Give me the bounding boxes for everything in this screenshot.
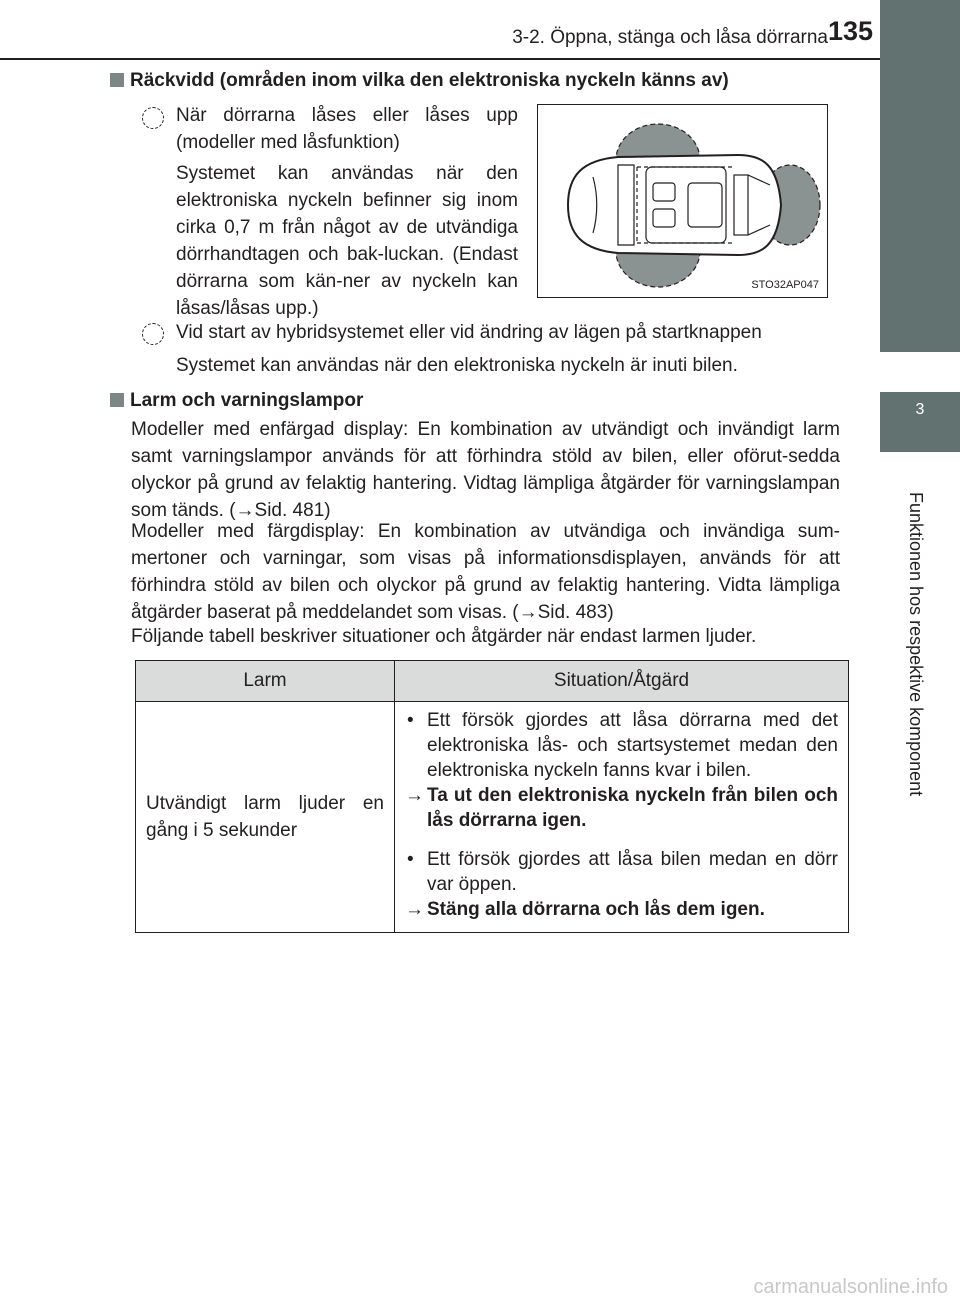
square-bullet-icon: [110, 393, 124, 407]
side-tab-upper: [880, 0, 960, 352]
item1-body: Systemet kan användas när den elektroniska nyckeln befinner sig inom cirka 0,7 m från något av de utvändiga dörrhandtagen och bak-luckan. (Endast dörrarna som kän-ner av nyckeln kan låsas/låsas upp.): [176, 163, 518, 319]
square-bullet-icon: [110, 73, 124, 87]
table-header-row: [136, 661, 849, 702]
key-range-figure: [537, 104, 828, 298]
bullet-glyph: •: [407, 710, 414, 731]
situation-bullet: [405, 847, 838, 897]
figure-code: STO32AP047: [751, 279, 819, 291]
side-tab-gap: [880, 352, 960, 392]
item2-title: Vid start av hybridsystemet eller vid ändring av lägen på startknappen: [176, 322, 762, 343]
alarm-table: [135, 660, 849, 933]
side-tab-chapter-title: Funktionen hos respektive komponent: [906, 492, 926, 797]
bullet-text: Ett försök gjordes att låsa dörrarna med det elektroniska lås- och startsystemet medan den elektroniska nyckeln fanns kvar i bilen.: [427, 710, 838, 781]
situation-cell: [395, 702, 849, 933]
bullet-text: Ett försök gjordes att låsa bilen medan en dörr var öppen.: [427, 849, 838, 895]
table-header-alarm: Larm: [136, 661, 395, 702]
situation-bullet: [405, 708, 838, 783]
car-body: [568, 155, 781, 255]
watermark: carmanualsonline.info: [753, 1276, 948, 1298]
section-heading-text: Räckvidd (områden inom vilka den elektroniska nyckeln känns av): [130, 70, 729, 91]
item2-body: Systemet kan användas när den elektroniska nyckeln är inuti bilen.: [176, 355, 738, 376]
chapter-section-title: 3-2. Öppna, stänga och låsa dörrarna: [512, 27, 828, 48]
alarm-cell: Utvändigt larm ljuder en gång i 5 sekunder: [136, 702, 395, 933]
item1-title: När dörrarna låses eller låses upp (modeller med låsfunktion): [176, 105, 518, 153]
action-text: Stäng alla dörrarna och lås dem igen.: [427, 899, 765, 920]
alarm-paragraph-color: Modeller med färgdisplay: En kombination av utvändiga och invändiga sum-mertoner och varningar, som visas på informationsdisplayen, används för att förhindra stöld av bilen och olyckor på grund av felaktig hantering. Vidta lämpliga åtgärder baserat på meddelandet som visas. (→Sid. 483): [131, 521, 840, 623]
section-heading-alarm: [110, 390, 363, 412]
table-row: [136, 702, 849, 933]
arrow-icon: →: [405, 785, 424, 806]
bullet-glyph: •: [407, 849, 414, 870]
car-top-view-illustration: [538, 105, 826, 296]
table-header-situation: Situation/Åtgärd: [395, 661, 849, 702]
action-line: [405, 783, 838, 833]
arrow-icon: →: [405, 899, 424, 920]
page-number: 135: [828, 16, 874, 46]
action-text: Ta ut den elektroniska nyckeln från bilen och lås dörrarna igen.: [427, 785, 838, 831]
section-heading-text: Larm och varningslampor: [130, 390, 364, 411]
side-tab-chapter-number: 3: [880, 392, 960, 452]
table-intro: Följande tabell beskriver situationer och åtgärder när endast larmen ljuder.: [131, 626, 757, 647]
dashed-circle-icon: [142, 107, 164, 129]
action-line: [405, 897, 838, 922]
alarm-paragraph-mono: Modeller med enfärgad display: En kombination av utvändigt och invändigt larm samt varningslampor används för att förhindra stöld av bilen, eller oförut-sedda olyckor på grund av felaktig hantering. Vidtag lämpliga åtgärder för varningslampan som tänds. (→Sid. 481): [131, 419, 840, 521]
section-heading-range: [110, 70, 729, 92]
dashed-circle-icon: [142, 323, 164, 345]
